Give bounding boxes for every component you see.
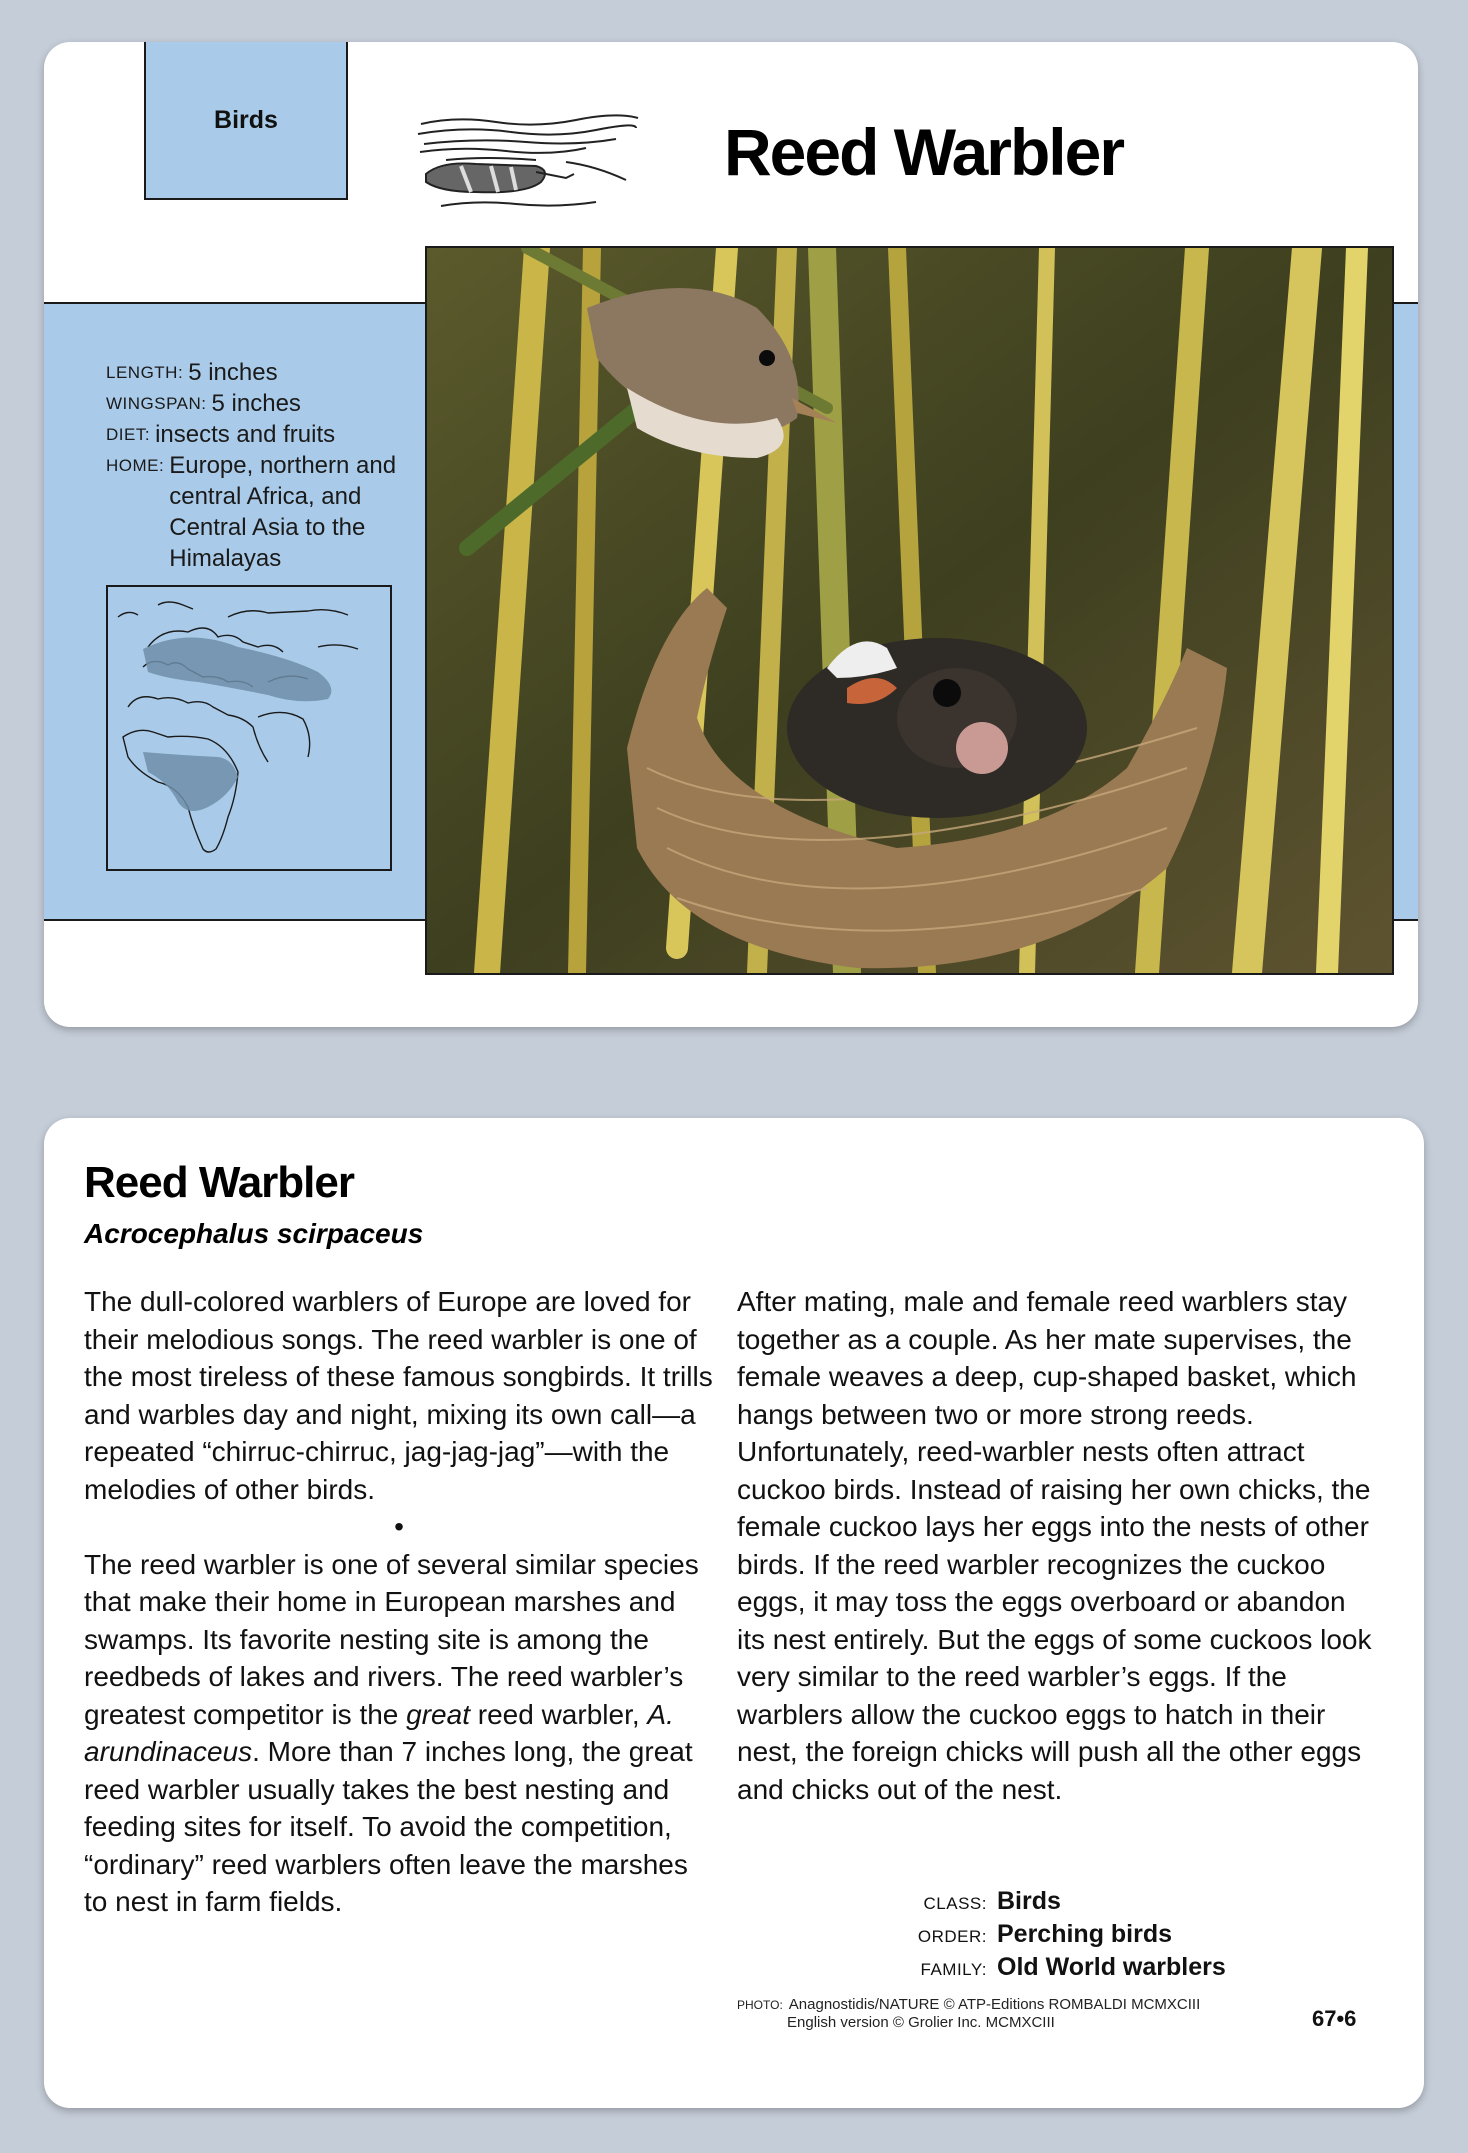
fact-row-length bbox=[106, 357, 426, 388]
credit-text: Anagnostidis/NATURE © ATP-Editions ROMBALDI MCMXCIII bbox=[788, 1996, 1201, 2013]
classification-value: Birds bbox=[997, 1887, 1061, 1915]
fact-key: WINGSPAN: bbox=[106, 394, 207, 413]
nest-photo-illustration bbox=[427, 248, 1392, 973]
text-run: . More than 7 inches long, the great reed warbler usually takes the best nesting and feeding sites for itself. To avoid the competition, “ordinary” reed warblers often leave the marshes to nest in farm fields. bbox=[84, 1736, 693, 1917]
fact-value: 5 inches bbox=[188, 359, 278, 386]
category-tab bbox=[144, 42, 348, 200]
photo-credits bbox=[737, 1996, 1200, 2032]
text-run: The reed warbler is one of several similar species that make their home in European marshes and swamps. Its favorite nesting site is among the reedbeds of lakes and rivers. The reed warbler’s greatest competitor is the bbox=[84, 1548, 699, 1730]
classification-value: Perching birds bbox=[997, 1920, 1173, 1948]
classification-value: Old World warblers bbox=[997, 1953, 1226, 1981]
paragraph bbox=[84, 1546, 714, 1921]
range-map bbox=[106, 585, 392, 871]
paragraph: The dull-colored warblers of Europe are loved for their melodious songs. The reed warbler is one of the most tireless of these famous songbirds. It trills and warbles day and night, mixing its own call—a repeated “chirruc-chirruc, jag-jag-jag”—with the melodies of other birds. bbox=[84, 1286, 713, 1505]
fact-value: insects and fruits bbox=[155, 421, 336, 448]
classification-key: FAMILY: bbox=[920, 1960, 987, 1979]
fact-row-home bbox=[106, 450, 426, 574]
card-title: Reed Warbler bbox=[724, 115, 1124, 189]
fact-value: Europe, northern and central Africa, and Central Asia to the Himalayas bbox=[169, 452, 397, 572]
fact-key: HOME: bbox=[106, 456, 165, 475]
classification-row bbox=[864, 1952, 1226, 1985]
reed-warbler-photo bbox=[425, 246, 1394, 975]
fact-key: DIET: bbox=[106, 425, 151, 444]
fact-row-diet bbox=[106, 419, 426, 450]
front-card bbox=[44, 42, 1418, 1027]
classification-table bbox=[864, 1886, 1226, 1985]
card-number: 67•6 bbox=[1312, 2006, 1357, 2031]
bullet-separator: • bbox=[394, 1511, 404, 1542]
classification-row bbox=[864, 1886, 1226, 1919]
text-column-left bbox=[84, 1283, 714, 1921]
fact-value: 5 inches bbox=[211, 390, 301, 417]
text-run: reed warbler, bbox=[469, 1698, 648, 1730]
fact-row-wingspan bbox=[106, 388, 426, 419]
italic-run: great bbox=[406, 1698, 470, 1730]
fish-logo-icon bbox=[416, 106, 641, 211]
italic-run: A. arundinaceus bbox=[84, 1698, 674, 1767]
classification-row bbox=[864, 1919, 1226, 1952]
classification-key: CLASS: bbox=[923, 1894, 987, 1913]
credit-line bbox=[737, 1996, 1200, 2014]
fact-list bbox=[106, 357, 426, 574]
text-column-right bbox=[737, 1283, 1377, 1808]
paragraph: After mating, male and female reed warblers stay together as a couple. As her mate supervises, the female weaves a deep, cup-shaped basket, which hangs between two or more strong reeds. Unfortunately, reed-warbler nests often attract cuckoo birds. Instead of raising her own chicks, the female cuckoo lays her eggs into the nests of other birds. If the reed warbler recognizes the cuckoo eggs, it may toss the eggs overboard or abandon its nest entirely. But the eggs of some cuckoos look very similar to the reed warbler’s eggs. If the warblers allow the cuckoo eggs to hatch in their nest, the foreign chicks will push all the other eggs and chicks out of the nest. bbox=[737, 1286, 1372, 1805]
photo-label: PHOTO: bbox=[737, 1998, 783, 2012]
classification-key: ORDER: bbox=[917, 1927, 987, 1946]
fact-key: LENGTH: bbox=[106, 363, 184, 382]
back-title: Reed Warbler bbox=[84, 1158, 355, 1207]
credit-line: English version © Grolier Inc. MCMXCIII bbox=[787, 2014, 1055, 2031]
category-label: Birds bbox=[214, 105, 278, 134]
back-card bbox=[44, 1118, 1424, 2108]
scientific-name: Acrocephalus scirpaceus bbox=[84, 1218, 424, 1249]
